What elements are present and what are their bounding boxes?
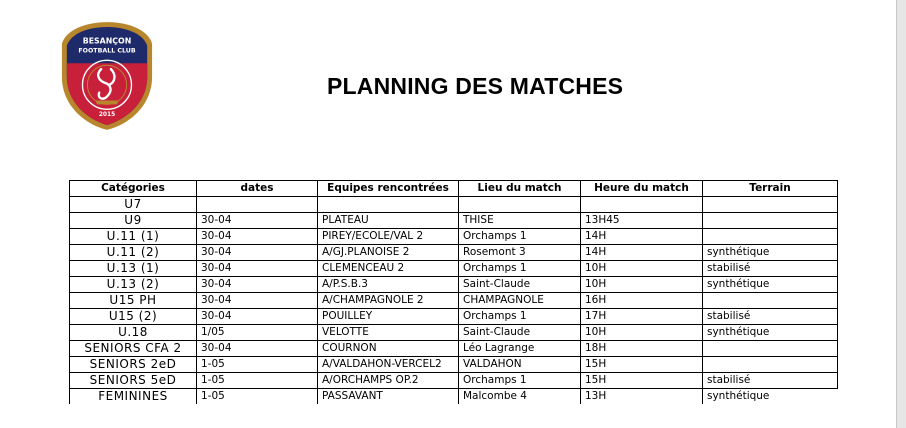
cell-lieu (459, 197, 581, 213)
cell-equipes: A/P.S.B.3 (318, 277, 459, 293)
header-equipes: Equipes rencontrées (318, 181, 459, 197)
cell-lieu: THISE (459, 213, 581, 229)
cell-date: 30-04 (197, 277, 318, 293)
cell-date: 1-05 (197, 357, 318, 373)
table-row (70, 213, 838, 229)
cell-heure: 10H (581, 261, 703, 277)
cell-lieu: Orchamps 1 (459, 373, 581, 389)
cell-categorie: U.13 (1) (70, 261, 197, 277)
cell-lieu: Orchamps 1 (459, 309, 581, 325)
cell-categorie: U.11 (2) (70, 245, 197, 261)
cell-equipes: POUILLEY (318, 309, 459, 325)
cell-date: 30-04 (197, 293, 318, 309)
cell-heure: 18H (581, 341, 703, 357)
cell-date: 30-04 (197, 213, 318, 229)
cell-lieu: VALDAHON (459, 357, 581, 373)
page-edge (896, 0, 906, 428)
cell-date: 30-04 (197, 261, 318, 277)
table-row (70, 197, 838, 213)
logo-year: 2015 (98, 112, 116, 119)
cell-lieu: Léo Lagrange (459, 341, 581, 357)
table-row (70, 293, 838, 309)
cell-lieu: Malcombe 4 (459, 389, 581, 405)
header-dates: dates (197, 181, 318, 197)
cell-categorie: SENIORS 5eD (70, 373, 197, 389)
cell-date: 30-04 (197, 309, 318, 325)
cell-categorie: U7 (70, 197, 197, 213)
cell-lieu: Saint-Claude (459, 277, 581, 293)
cell-date: 30-04 (197, 341, 318, 357)
cell-equipes: VELOTTE (318, 325, 459, 341)
header-terrain: Terrain (703, 181, 838, 197)
cell-terrain (703, 213, 838, 229)
table-row (70, 373, 838, 389)
cell-date: 30-04 (197, 229, 318, 245)
cell-equipes: A/ORCHAMPS OP.2 (318, 373, 459, 389)
cell-equipes: A/VALDAHON-VERCEL2 (318, 357, 459, 373)
cell-lieu: Rosemont 3 (459, 245, 581, 261)
cell-equipes: A/GJ.PLANOISE 2 (318, 245, 459, 261)
cell-categorie: FEMININES (70, 389, 197, 405)
cell-lieu: Orchamps 1 (459, 229, 581, 245)
cell-terrain: stabilisé (703, 261, 838, 277)
cell-date: 1/05 (197, 325, 318, 341)
table-row (70, 261, 838, 277)
cell-date (197, 197, 318, 213)
cell-terrain: synthétique (703, 325, 838, 341)
cell-terrain: synthétique (703, 389, 838, 405)
club-logo (58, 20, 156, 132)
cell-heure: 14H (581, 229, 703, 245)
cell-heure: 13H (581, 389, 703, 405)
cell-categorie: U15 PH (70, 293, 197, 309)
table-row (70, 341, 838, 357)
cell-categorie: U.13 (2) (70, 277, 197, 293)
table-header-row (70, 181, 838, 197)
table-row (70, 277, 838, 293)
cell-heure: 15H (581, 373, 703, 389)
cell-terrain (703, 357, 838, 373)
page-title: PLANNING DES MATCHES (327, 73, 624, 99)
cell-equipes: CLEMENCEAU 2 (318, 261, 459, 277)
cell-lieu: Orchamps 1 (459, 261, 581, 277)
cell-heure (581, 197, 703, 213)
cell-date: 1-05 (197, 389, 318, 405)
table-row (70, 245, 838, 261)
cell-equipes (318, 197, 459, 213)
logo-club-line1: BESANÇON (82, 36, 132, 46)
cell-heure: 15H (581, 357, 703, 373)
cell-date: 1-05 (197, 373, 318, 389)
table-row (70, 325, 838, 341)
logo-club-line2: FOOTBALL CLUB (78, 47, 136, 55)
cell-categorie: U15 (2) (70, 309, 197, 325)
cell-date: 30-04 (197, 245, 318, 261)
cell-terrain: synthétique (703, 245, 838, 261)
cell-terrain (703, 341, 838, 357)
cell-terrain (703, 229, 838, 245)
cell-equipes: PIREY/ECOLE/VAL 2 (318, 229, 459, 245)
cell-categorie: SENIORS 2eD (70, 357, 197, 373)
cell-heure: 17H (581, 309, 703, 325)
cell-equipes: A/CHAMPAGNOLE 2 (318, 293, 459, 309)
cell-categorie: SENIORS CFA 2 (70, 341, 197, 357)
cell-equipes: PLATEAU (318, 213, 459, 229)
cell-terrain: synthétique (703, 277, 838, 293)
header-lieu: Lieu du match (459, 181, 581, 197)
cell-heure: 13H45 (581, 213, 703, 229)
cell-categorie: U.18 (70, 325, 197, 341)
table-row (70, 357, 838, 373)
cell-lieu: Saint-Claude (459, 325, 581, 341)
cell-terrain: stabilisé (703, 373, 838, 389)
table-row (70, 229, 838, 245)
cell-categorie: U9 (70, 213, 197, 229)
cell-heure: 10H (581, 325, 703, 341)
cell-categorie: U.11 (1) (70, 229, 197, 245)
header-heure: Heure du match (581, 181, 703, 197)
cell-lieu: CHAMPAGNOLE (459, 293, 581, 309)
table-row (70, 309, 838, 325)
cell-terrain (703, 197, 838, 213)
cell-terrain: stabilisé (703, 309, 838, 325)
table-row (70, 389, 838, 405)
cell-heure: 10H (581, 277, 703, 293)
cell-heure: 16H (581, 293, 703, 309)
cell-equipes: COURNON (318, 341, 459, 357)
cell-equipes: PASSAVANT (318, 389, 459, 405)
match-schedule-table (69, 180, 838, 404)
header-categories: Catégories (70, 181, 197, 197)
cell-terrain (703, 293, 838, 309)
cell-heure: 14H (581, 245, 703, 261)
